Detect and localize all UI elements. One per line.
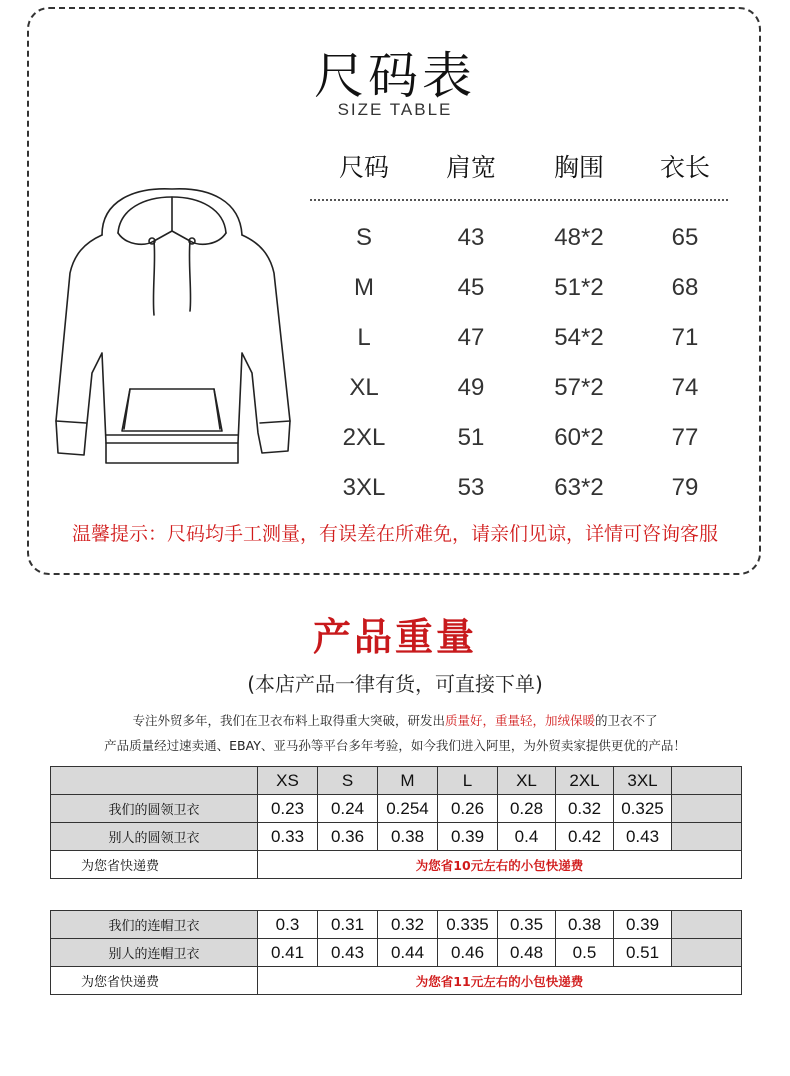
weight-cell: 0.3 [258,911,318,939]
cell-shoulder: 45 [457,274,485,301]
ours-hooded-row [51,911,742,939]
weight-cell: 0.32 [378,911,438,939]
row-label: 别人的连帽卫衣 [51,939,258,967]
weight-cell: 0.4 [498,823,556,851]
weight-cell: 0.39 [614,911,672,939]
size-row [310,224,730,260]
weight-cell: 0.31 [318,911,378,939]
size-row [310,424,730,460]
weight-cell: 0.335 [438,911,498,939]
row-label: 我们的圆领卫衣 [51,795,258,823]
cell-shoulder: 51 [457,424,485,451]
ours-crew-row [51,795,742,823]
weight-cell: 0.43 [614,823,672,851]
savings-text: 为您省11元左右的小包快递费 [258,967,742,995]
header-chest: 胸围 [553,153,605,182]
cell-length: 71 [671,324,699,351]
weight-title: 产品重量 [312,615,477,659]
cell-length: 65 [671,224,699,251]
savings-label: 为您省快递费 [51,851,258,879]
cell-size: XL [349,374,379,401]
header-divider [310,199,728,201]
measurement-notice: 温馨提示：尺码均手工测量，有误差在所难免，请亲们见谅，详情可咨询客服 [71,523,718,545]
header-shoulder: 肩宽 [445,153,497,182]
crew-savings-row [51,851,742,879]
size-row [310,374,730,410]
cell-chest: 57*2 [554,374,604,401]
weight-cell: 0.23 [258,795,318,823]
header-length: 衣长 [659,153,711,182]
size-row [310,324,730,360]
cell-shoulder: 43 [457,224,485,251]
savings-label: 为您省快递费 [51,967,258,995]
weight-cell: 0.33 [258,823,318,851]
weight-cell: 0.5 [556,939,614,967]
weight-cell: 0.35 [498,911,556,939]
empty-cell [672,911,742,939]
weight-cell: 0.43 [318,939,378,967]
size-header: XS [258,767,318,795]
savings-text: 为您省10元左右的小包快递费 [258,851,742,879]
weight-cell: 0.48 [498,939,556,967]
desc-text: 的卫衣不了 [595,713,658,728]
hoodie-illustration [44,183,306,473]
cell-chest: 60*2 [554,424,604,451]
weight-cell: 0.44 [378,939,438,967]
size-table-header [310,148,730,188]
weight-cell: 0.26 [438,795,498,823]
weight-cell: 0.51 [614,939,672,967]
row-label: 我们的连帽卫衣 [51,911,258,939]
empty-cell [672,767,742,795]
cell-size: L [357,324,371,351]
others-hooded-row [51,939,742,967]
weight-cell: 0.39 [438,823,498,851]
size-header: L [438,767,498,795]
cell-shoulder: 47 [457,324,485,351]
desc-highlight: 质量好，重量轻，加绒保暖 [444,713,595,728]
header-size: 尺码 [338,153,390,182]
weight-cell: 0.38 [378,823,438,851]
size-row [310,274,730,310]
weight-cell: 0.32 [556,795,614,823]
weight-subtitle: (本店产品一律有货，可直接下单) [247,672,543,696]
size-row [310,474,730,510]
cell-length: 74 [671,374,699,401]
weight-cell: 0.254 [378,795,438,823]
row-label: 别人的圆领卫衣 [51,823,258,851]
hooded-weight-table [50,910,742,995]
description-line-1 [0,711,790,729]
size-header-row [51,767,742,795]
cell-chest: 51*2 [554,274,604,301]
hooded-savings-row [51,967,742,995]
weight-cell: 0.36 [318,823,378,851]
weight-cell: 0.42 [556,823,614,851]
cell-chest: 63*2 [554,474,604,501]
weight-cell: 0.325 [614,795,672,823]
weight-cell: 0.24 [318,795,378,823]
weight-cell: 0.28 [498,795,556,823]
size-table-title: 尺码表 [314,47,476,105]
cell-chest: 48*2 [554,224,604,251]
crew-weight-table [50,766,742,879]
weight-cell: 0.41 [258,939,318,967]
size-table-subtitle: SIZE TABLE [337,100,453,119]
cell-chest: 54*2 [554,324,604,351]
empty-cell [672,939,742,967]
empty-cell [672,795,742,823]
size-header: XL [498,767,556,795]
cell-length: 77 [671,424,699,451]
size-header: S [318,767,378,795]
cell-size: 2XL [342,424,386,451]
size-header: 3XL [614,767,672,795]
corner-cell [51,767,258,795]
weight-cell: 0.46 [438,939,498,967]
cell-size: 3XL [342,474,386,501]
cell-size: S [355,224,373,251]
desc-text: 专注外贸多年，我们在卫衣布料上取得重大突破，研发出 [132,713,445,728]
cell-length: 79 [671,474,699,501]
description-line-2: 产品质量经过速卖通、EBAY、亚马孙等平台多年考验，如今我们进入阿里，为外贸卖家提供更优的产品！ [104,738,686,753]
cell-length: 68 [671,274,699,301]
others-crew-row [51,823,742,851]
cell-size: M [354,274,374,301]
weight-cell: 0.38 [556,911,614,939]
size-header: M [378,767,438,795]
cell-shoulder: 53 [457,474,485,501]
empty-cell [672,823,742,851]
cell-shoulder: 49 [457,374,485,401]
size-header: 2XL [556,767,614,795]
